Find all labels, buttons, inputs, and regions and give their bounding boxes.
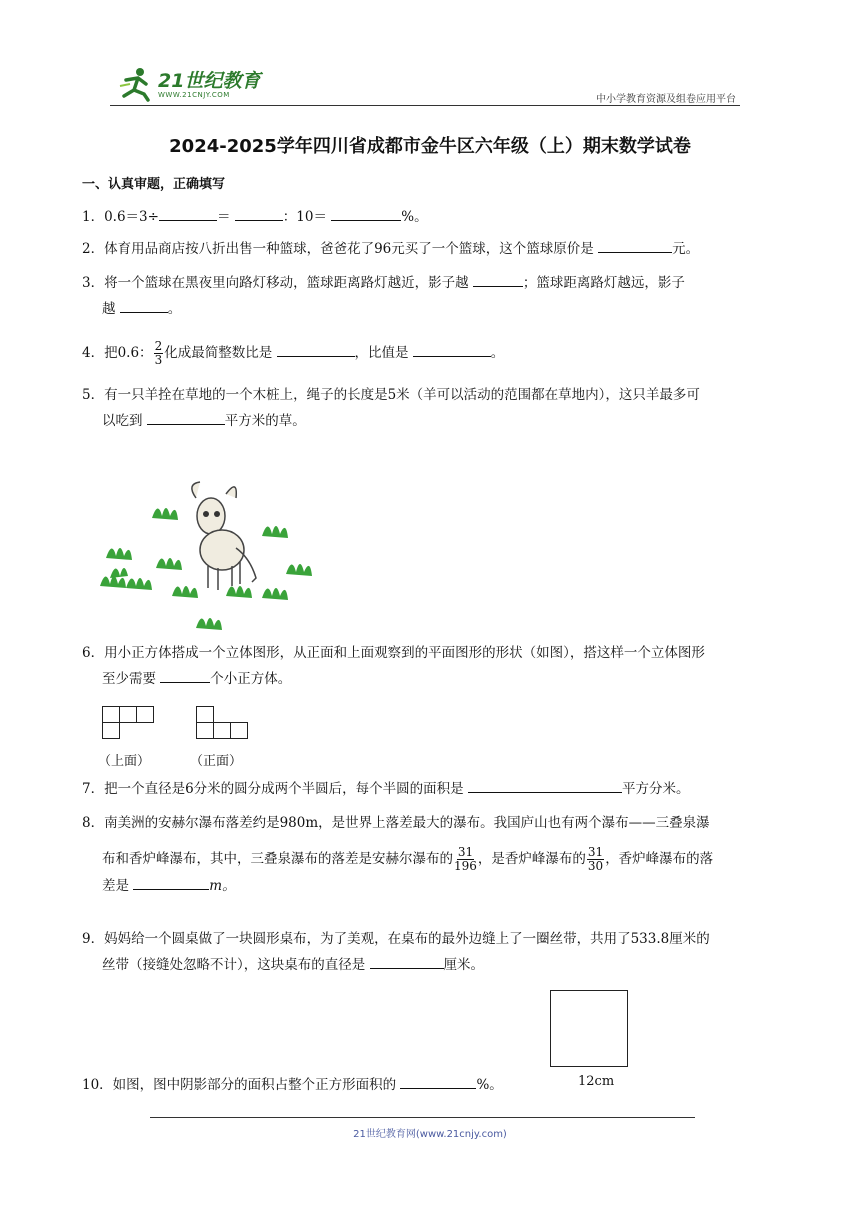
question-8: 8．南美洲的安赫尔瀑布落差约是980m，是世界上落差最大的瀑布。我国庐山也有两个瀑布——三叠泉瀑 布和香炉峰瀑布，其中，三叠泉瀑布的落差是安赫尔瀑布的 $\frac{31}{196}$ ，是香炉峰瀑布的 $\frac{31}{30}$ ，香炉峰瀑布的落 差是 m。 xyxy=(82,815,714,894)
page-title: 2024-2025学年四川省成都市金牛区六年级（上）期末数学试卷 xyxy=(169,136,691,157)
front-view-caption: （正面） xyxy=(190,754,243,769)
logo-url: WWW.21CNJY.COM xyxy=(158,91,230,99)
answer-blank[interactable] xyxy=(473,272,523,287)
logo-text: 21世纪教育 xyxy=(158,70,261,92)
page-header xyxy=(110,62,740,106)
fraction: $\frac{31}{196}$ xyxy=(454,845,477,873)
question-9: 9．妈妈给一个圆桌做了一块圆形桌布，为了美观，在桌布的最外边缝上了一圈丝带，共用了533.8厘米的 丝带（接缝处忽略不计），这块桌布的直径是 厘米。 xyxy=(82,931,710,973)
answer-blank[interactable] xyxy=(120,298,168,313)
answer-blank[interactable] xyxy=(413,342,491,357)
question-7: 7．把一个直径是6分米的圆分成两个半圆后，每个半圆的面积是 平方分米。 xyxy=(82,776,782,802)
answer-blank[interactable] xyxy=(331,206,401,221)
question-2: 2．体育用品商店按八折出售一种篮球，爸爸花了96元买了一个篮球，这个篮球原价是 元。 xyxy=(82,236,782,262)
question-4: 4．把0.6： $\frac{2}{3}$ 化成最简整数比是 ，比值是 。 xyxy=(82,339,505,367)
answer-blank[interactable] xyxy=(159,206,217,221)
fraction: $\frac{31}{30}$ xyxy=(587,845,604,873)
answer-blank[interactable] xyxy=(160,668,210,683)
question-6: 6．用小正方体搭成一个立体图形，从正面和上面观察到的平面图形的形状（如图），搭这样一个立体图形 至少需要 个小正方体。 xyxy=(82,645,705,687)
footer-text: 21世纪教育网(www.21cnjy.com) xyxy=(353,1129,507,1140)
square-figure xyxy=(550,990,628,1067)
answer-blank[interactable] xyxy=(277,342,355,357)
runner-logo-icon xyxy=(116,66,156,102)
footer-divider xyxy=(150,1117,695,1118)
square-side-label: 12cm xyxy=(578,1074,615,1089)
question-10: 10．如图，图中阴影部分的面积占整个正方形面积的 %。 xyxy=(82,1072,782,1098)
goat-on-grass-illustration xyxy=(96,478,326,633)
answer-blank[interactable] xyxy=(468,778,622,793)
answer-blank[interactable] xyxy=(147,410,225,425)
answer-blank[interactable] xyxy=(598,238,672,253)
top-view-caption: （上面） xyxy=(98,754,151,769)
question-3: 3．将一个篮球在黑夜里向路灯移动，篮球距离路灯越近，影子越 ；篮球距离路灯越远，影子 越 。 xyxy=(82,270,782,322)
section-heading: 一、认真审题，正确填写 xyxy=(82,177,226,192)
question-5: 5．有一只羊拴在草地的一个木桩上，绳子的长度是5米（羊可以活动的范围都在草地内），这只羊最多可 以吃到 平方米的草。 xyxy=(82,387,700,429)
answer-blank[interactable] xyxy=(235,206,283,221)
question-1: 1．0.6＝3÷ ＝ ：10＝ %。 xyxy=(82,204,782,230)
fraction: $\frac{2}{3}$ xyxy=(154,339,163,367)
header-slogan: 中小学教育资源及组卷应用平台 xyxy=(596,94,736,105)
answer-blank[interactable] xyxy=(400,1074,476,1089)
answer-blank[interactable] xyxy=(370,954,444,969)
answer-blank[interactable] xyxy=(133,875,209,890)
